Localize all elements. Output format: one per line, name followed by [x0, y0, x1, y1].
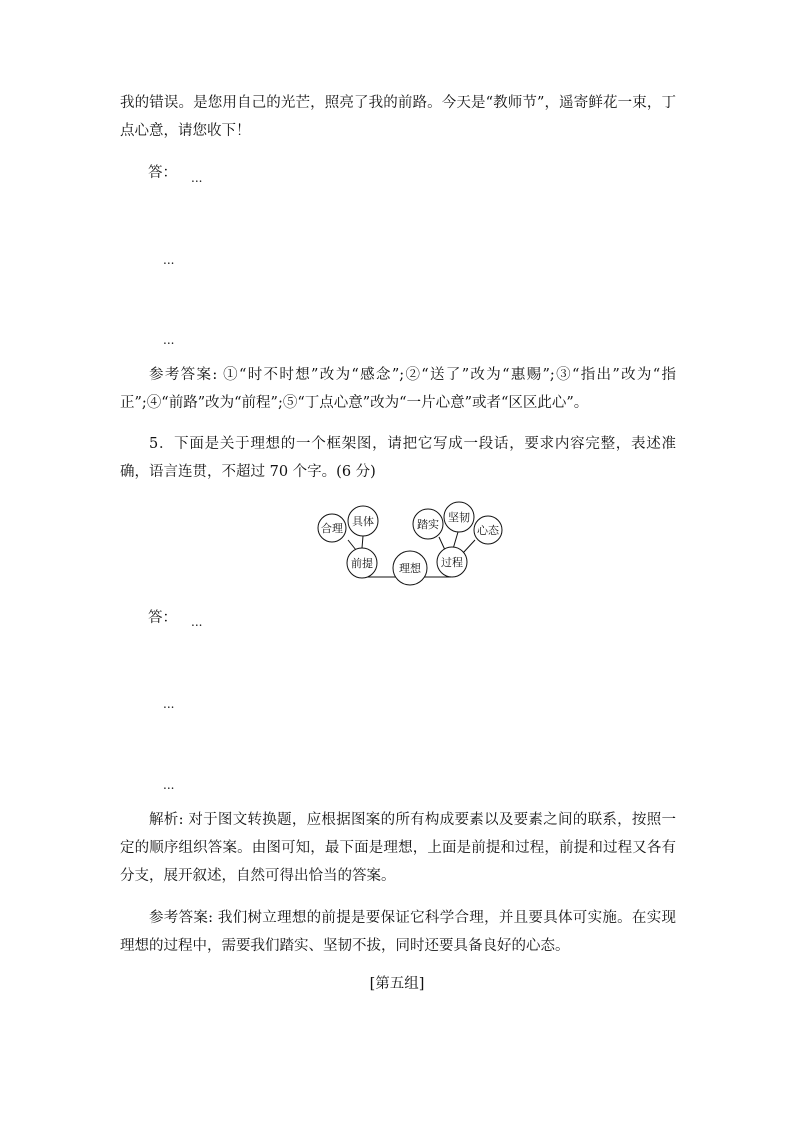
q4-reference-answer: 参考答案: ①“时不时想”改为“感念”;②“送了”改为“惠赐”;③“指出”改为“指正”;④“前路”改为“前程”;⑤“丁点心意”改为“一片心意”或者“区区此心”。 [120, 367, 676, 411]
diagram-label-合理: 合理 [321, 522, 343, 535]
q4-answer-label: 答： [148, 165, 177, 181]
q4-blank-line-1: ... [191, 171, 203, 185]
q4-blank-line-2: ... [163, 253, 175, 267]
q5-reference-answer: 参考答案: 我们树立理想的前提是要保证它科学合理，并且要具体可实施。在实现理想的过程中，需要我们踏实、坚韧不拔，同时还要具备良好的心态。 [120, 910, 676, 954]
q4-blank-line-3: ... [163, 333, 175, 347]
q5-blank-line-2: ... [163, 697, 175, 711]
diagram-label-踏实: 踏实 [417, 518, 439, 531]
diagram-label-前提: 前提 [351, 557, 373, 570]
continuation-paragraph: 我的错误。是您用自己的光芒，照亮了我的前路。今天是“教师节”，遥寄鲜花一束，丁点心意，请您收下！ [120, 95, 676, 139]
diagram-label-过程: 过程 [441, 556, 463, 569]
q5-analysis: 解析: 对于图文转换题，应根据图案的所有构成要素以及要素之间的联系，按照一定的顺序组织答案。由图可知，最下面是理想，上面是前提和过程，前提和过程又各有分支，展开叙述，自然可得出恰当的答案。 [120, 812, 676, 884]
ideal-framework-diagram [310, 498, 516, 590]
q5-question: 5．下面是关于理想的一个框架图，请把它写成一段话，要求内容完整，表述准确，语言连贯，不超过 70 个字。(6 分) [120, 436, 676, 480]
diagram-label-理想: 理想 [399, 562, 421, 575]
q5-answer-label: 答： [148, 610, 177, 626]
diagram-label-坚韧: 坚韧 [448, 511, 470, 524]
next-section-title: [第五组] [369, 976, 425, 992]
diagram-label-具体: 具体 [352, 515, 374, 528]
diagram-label-心态: 心态 [477, 524, 499, 537]
q5-blank-line-1: ... [191, 615, 203, 629]
q5-blank-line-3: ... [163, 778, 175, 792]
